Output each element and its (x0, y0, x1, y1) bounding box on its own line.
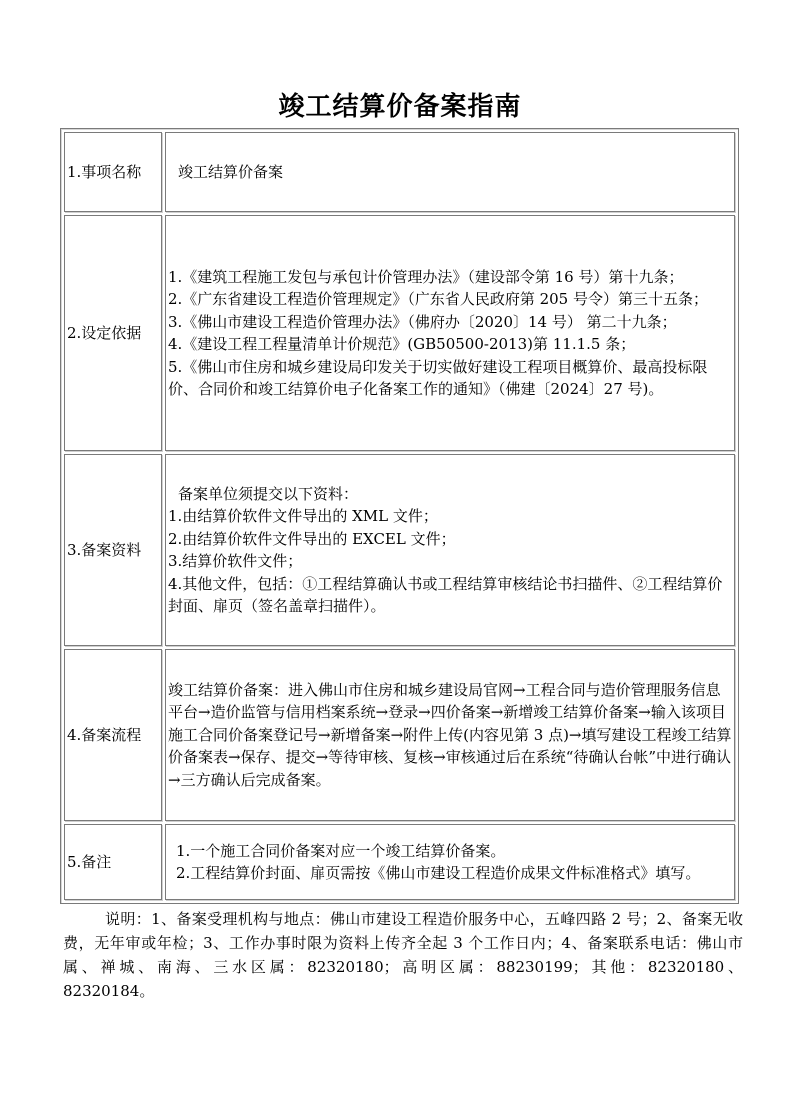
row-process (64, 649, 735, 821)
basis-line: 4.《建设工程工程量清单计价规范》(GB50500-2013)第 11.1.5 条； (168, 335, 636, 353)
basis-line: 1.《建筑工程施工发包与承包计价管理办法》（建设部令第 16 号）第十九条； (168, 267, 684, 286)
row-materials (64, 454, 735, 646)
content-materials (165, 454, 735, 646)
basis-line: 3.《佛山市建设工程造价管理办法》（佛府办〔2020〕14 号） 第二十九条； (168, 312, 677, 331)
materials-intro: 备案单位须提交以下资料： (178, 484, 359, 503)
content-basis (165, 215, 735, 451)
label-item-name: 1.事项名称 (64, 132, 162, 212)
filing-guide-table (60, 128, 739, 904)
remarks-line: 1.一个施工合同价备案对应一个竣工结算价备案。 (176, 841, 506, 860)
notes-paragraph (63, 907, 743, 1003)
remarks-line: 2.工程结算价封面、扉页需按《佛山市建设工程造价成果文件标准格式》填写。 (176, 864, 701, 882)
materials-line: 2.由结算价软件文件导出的 EXCEL 文件； (168, 529, 456, 548)
row-remarks (64, 824, 735, 900)
row-basis (64, 215, 735, 451)
label-basis: 2.设定依据 (64, 215, 162, 451)
notes-text: 说明：1、备案受理机构与地点：佛山市建设工程造价服务中心，五峰四路 2 号；2、备案无收费，无年审或年检；3、工作办事时限为资料上传齐全起 3 个工作日内；4、备案联系电话：佛山市属、禅城、南海、三水区属：82320180；高明区属：88230199；其他：82320180、82320184。 (63, 910, 743, 1000)
content-process: 竣工结算价备案：进入佛山市住房和城乡建设局官网→工程合同与造价管理服务信息平台→造价监管与信用档案系统→登录→四价备案→新增竣工结算价备案→输入该项目施工合同价备案登记号→新增备案→附件上传(内容见第 3 点)→填写建设工程竣工结算价备案表→保存、提交→等待审核、复核→审核通过后在系统“待确认台帐”中进行确认→三方确认后完成备案。 (165, 649, 735, 821)
basis-line: 5.《佛山市住房和城乡建设局印发关于切实做好建设工程项目概算价、最高投标限价、合同价和竣工结算价电子化备案工作的通知》（佛建〔2024〕27 号)。 (168, 357, 708, 398)
page-title: 竣工结算价备案指南 (278, 92, 522, 122)
materials-line: 1.由结算价软件文件导出的 XML 文件； (168, 507, 438, 525)
basis-line: 2.《广东省建设工程造价管理规定》（广东省人民政府第 205 号令）第三十五条； (168, 290, 708, 308)
content-remarks (165, 824, 735, 900)
label-process: 4.备案流程 (64, 649, 162, 821)
materials-line: 3.结算价软件文件； (168, 552, 303, 570)
materials-line: 4.其他文件，包括：①工程结算确认书或工程结算审核结论书扫描件、②工程结算价封面、扉页（签名盖章扫描件）。 (168, 574, 723, 615)
label-materials: 3.备案资料 (64, 454, 162, 646)
row-item-name (64, 132, 735, 212)
label-remarks: 5.备注 (64, 824, 162, 900)
content-item-name: 竣工结算价备案 (165, 132, 735, 212)
